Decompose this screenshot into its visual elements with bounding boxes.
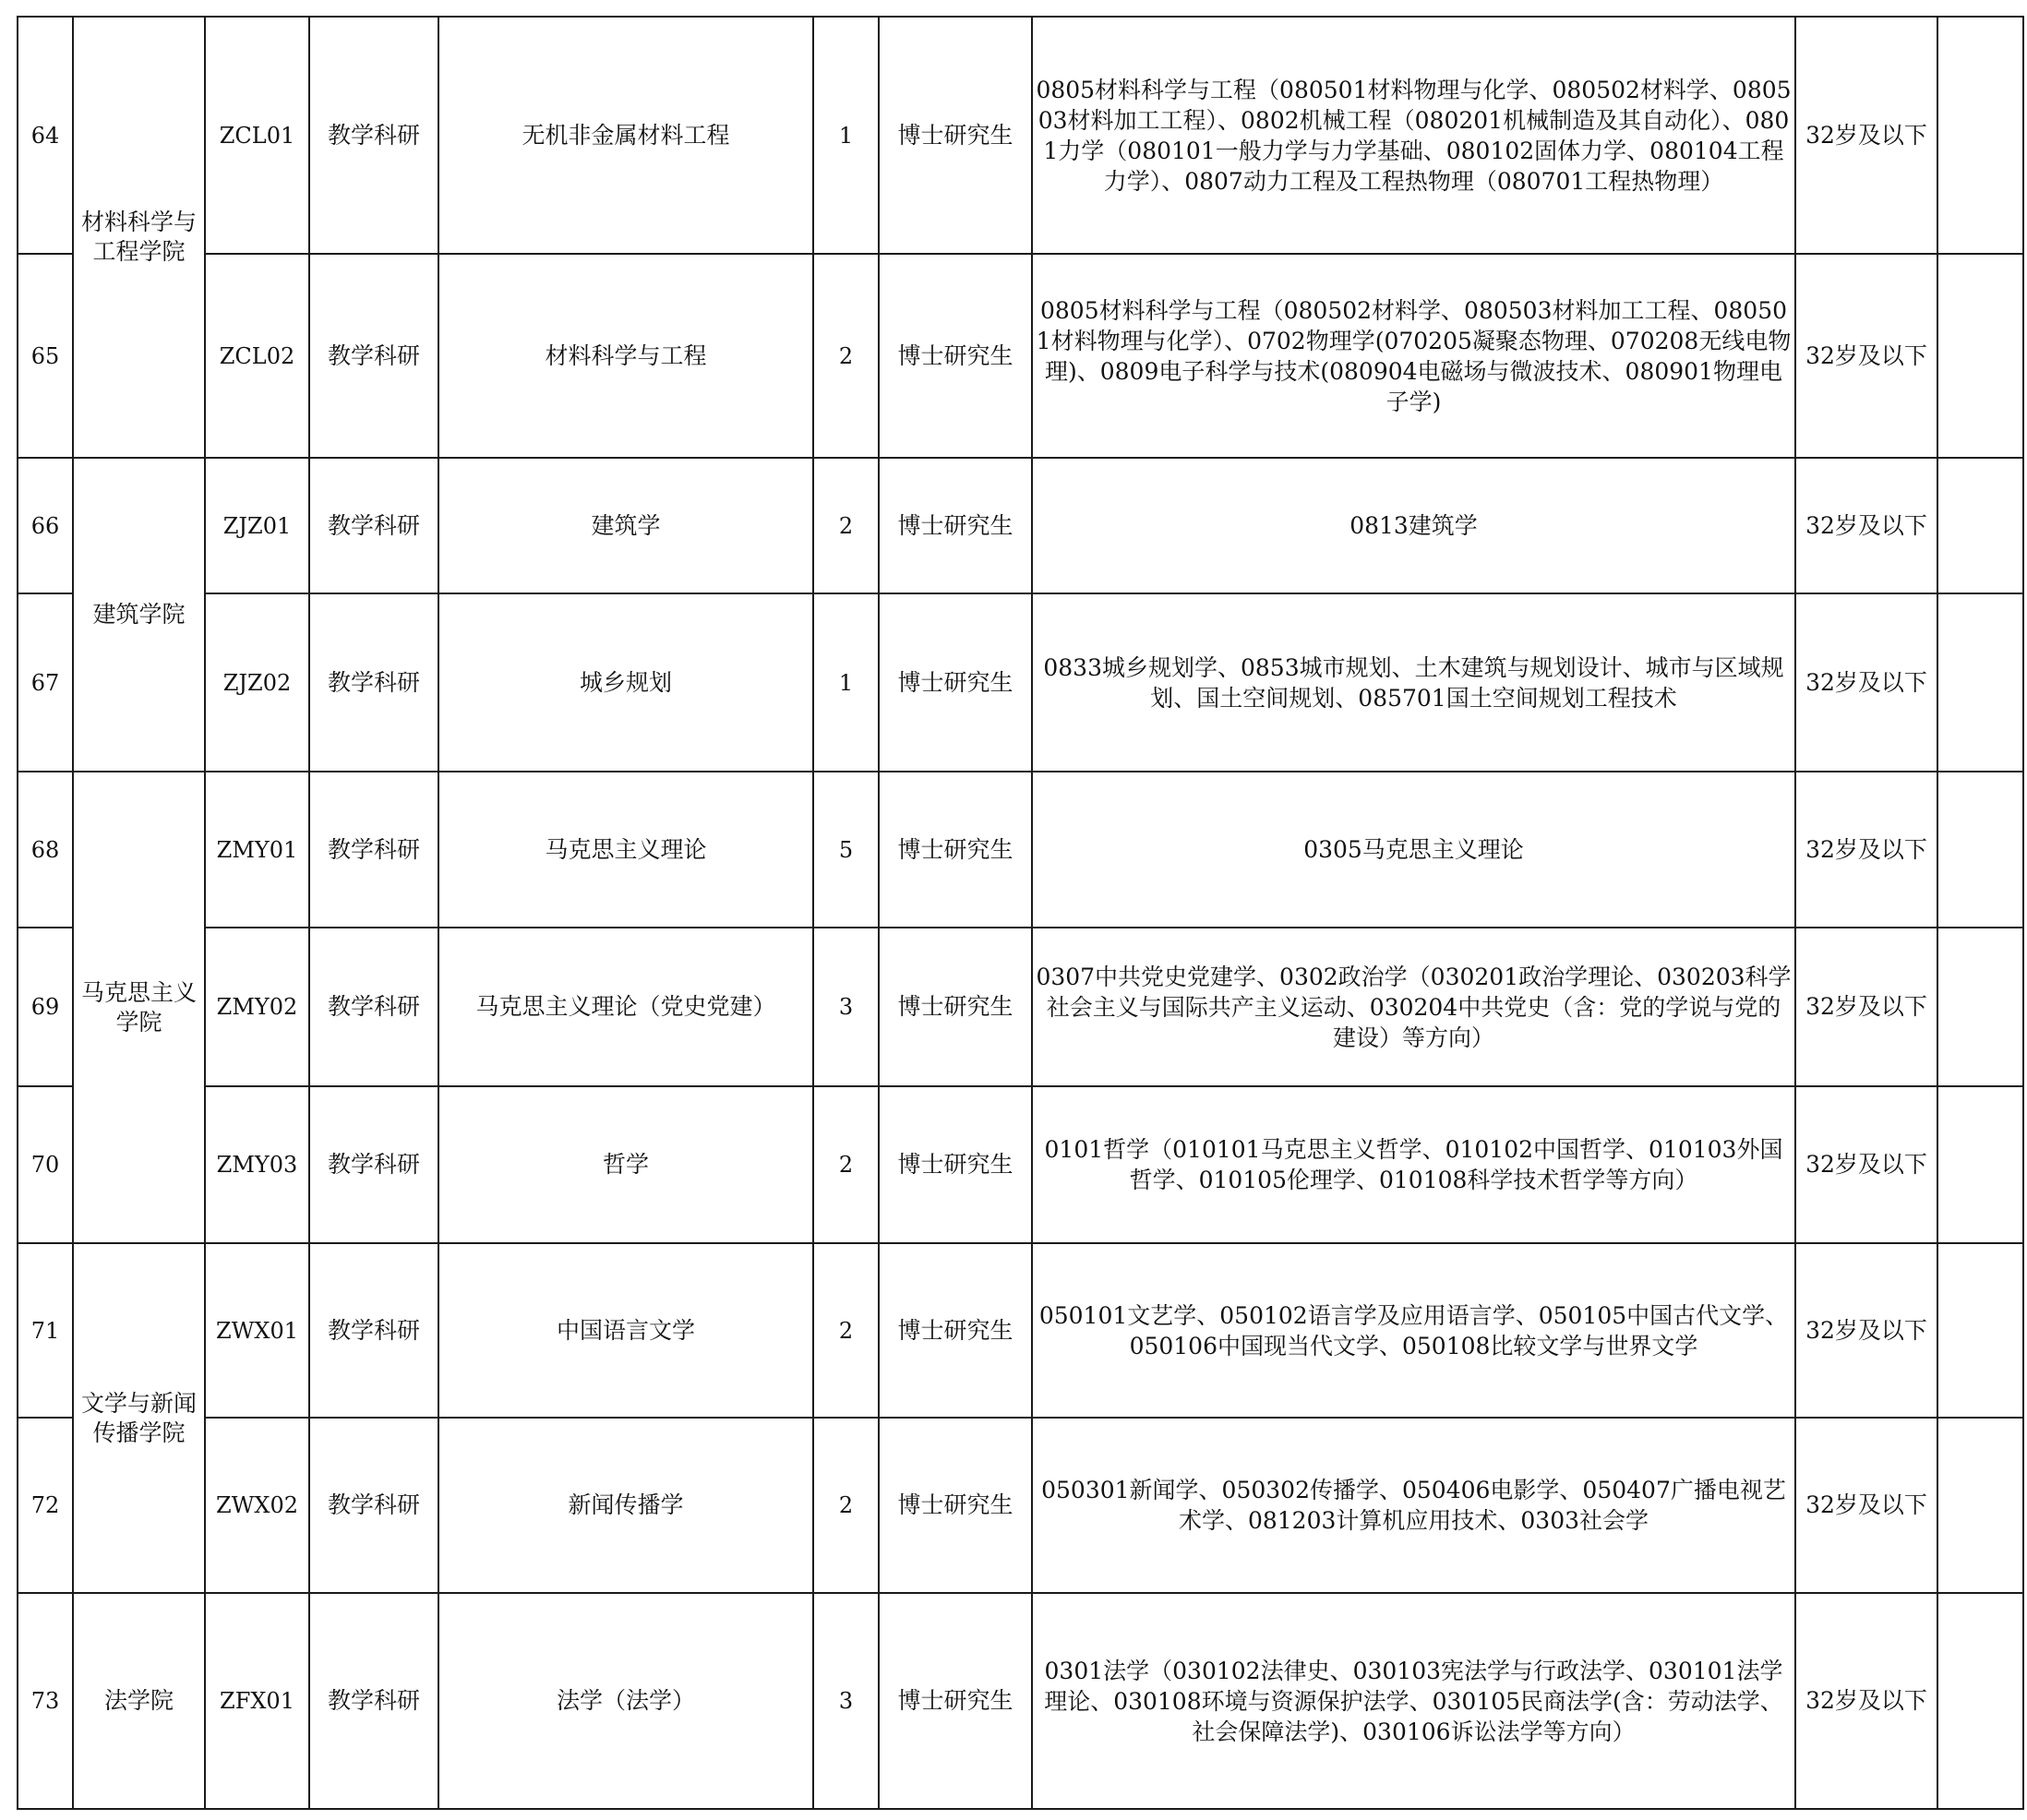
- remark-cell: [1937, 772, 2023, 928]
- college-cell: 文学与新闻传播学院: [73, 1243, 205, 1593]
- degree-cell: 博士研究生: [879, 772, 1032, 928]
- post-category-cell: 教学科研: [309, 254, 438, 458]
- seq-cell: 66: [18, 458, 73, 593]
- age-cell: 32岁及以下: [1795, 928, 1937, 1086]
- remark-cell: [1937, 1086, 2023, 1243]
- age-cell: 32岁及以下: [1795, 593, 1937, 772]
- discipline-cell: 马克思主义理论: [438, 772, 813, 928]
- age-cell: 32岁及以下: [1795, 1593, 1937, 1809]
- headcount-cell: 1: [813, 593, 879, 772]
- headcount-cell: 3: [813, 1593, 879, 1809]
- headcount-cell: 2: [813, 458, 879, 593]
- post-category-cell: 教学科研: [309, 458, 438, 593]
- seq-cell: 68: [18, 772, 73, 928]
- post-category-cell: 教学科研: [309, 1593, 438, 1809]
- post-code-cell: ZWX01: [205, 1243, 309, 1418]
- post-category-cell: 教学科研: [309, 1086, 438, 1243]
- discipline-cell: 材料科学与工程: [438, 254, 813, 458]
- age-cell: 32岁及以下: [1795, 254, 1937, 458]
- college-cell: 马克思主义学院: [73, 772, 205, 1243]
- remark-cell: [1937, 593, 2023, 772]
- table-row: [18, 254, 2023, 458]
- degree-cell: 博士研究生: [879, 1593, 1032, 1809]
- college-cell: 法学院: [73, 1593, 205, 1809]
- discipline-cell: 建筑学: [438, 458, 813, 593]
- post-code-cell: ZCL02: [205, 254, 309, 458]
- degree-cell: 博士研究生: [879, 1086, 1032, 1243]
- seq-cell: 70: [18, 1086, 73, 1243]
- seq-cell: 65: [18, 254, 73, 458]
- seq-cell: 72: [18, 1418, 73, 1593]
- headcount-cell: 2: [813, 254, 879, 458]
- age-cell: 32岁及以下: [1795, 458, 1937, 593]
- post-code-cell: ZFX01: [205, 1593, 309, 1809]
- seq-cell: 64: [18, 17, 73, 254]
- post-code-cell: ZCL01: [205, 17, 309, 254]
- degree-cell: 博士研究生: [879, 928, 1032, 1086]
- headcount-cell: 3: [813, 928, 879, 1086]
- majors-cell: 0101哲学（010101马克思主义哲学、010102中国哲学、010103外国哲学、010105伦理学、010108科学技术哲学等方向）: [1032, 1086, 1795, 1243]
- majors-cell: 050101文艺学、050102语言学及应用语言学、050105中国古代文学、050106中国现当代文学、050108比较文学与世界文学: [1032, 1243, 1795, 1418]
- degree-cell: 博士研究生: [879, 593, 1032, 772]
- headcount-cell: 2: [813, 1418, 879, 1593]
- discipline-cell: 哲学: [438, 1086, 813, 1243]
- remark-cell: [1937, 1593, 2023, 1809]
- majors-cell: 0805材料科学与工程（080501材料物理与化学、080502材料学、080503材料加工工程）、0802机械工程（080201机械制造及其自动化）、0801力学（080101一般力学与力学基础、080102固体力学、080104工程力学）、0807动力工程及工程热物理（080701工程热物理）: [1032, 17, 1795, 254]
- post-category-cell: 教学科研: [309, 17, 438, 254]
- headcount-cell: 1: [813, 17, 879, 254]
- table-row: [18, 1593, 2023, 1809]
- majors-cell: 0813建筑学: [1032, 458, 1795, 593]
- table-row: [18, 17, 2023, 254]
- headcount-cell: 5: [813, 772, 879, 928]
- discipline-cell: 新闻传播学: [438, 1418, 813, 1593]
- headcount-cell: 2: [813, 1243, 879, 1418]
- discipline-cell: 马克思主义理论（党史党建）: [438, 928, 813, 1086]
- age-cell: 32岁及以下: [1795, 772, 1937, 928]
- seq-cell: 69: [18, 928, 73, 1086]
- post-code-cell: ZJZ01: [205, 458, 309, 593]
- table-row: [18, 928, 2023, 1086]
- degree-cell: 博士研究生: [879, 254, 1032, 458]
- seq-cell: 73: [18, 1593, 73, 1809]
- table-row: [18, 1243, 2023, 1418]
- headcount-cell: 2: [813, 1086, 879, 1243]
- table-row: [18, 593, 2023, 772]
- discipline-cell: 法学（法学）: [438, 1593, 813, 1809]
- age-cell: 32岁及以下: [1795, 1243, 1937, 1418]
- discipline-cell: 城乡规划: [438, 593, 813, 772]
- discipline-cell: 无机非金属材料工程: [438, 17, 813, 254]
- table-row: [18, 1418, 2023, 1593]
- discipline-cell: 中国语言文学: [438, 1243, 813, 1418]
- majors-cell: 0833城乡规划学、0853城市规划、土木建筑与规划设计、城市与区域规划、国土空间规划、085701国土空间规划工程技术: [1032, 593, 1795, 772]
- post-category-cell: 教学科研: [309, 593, 438, 772]
- majors-cell: 0307中共党史党建学、0302政治学（030201政治学理论、030203科学社会主义与国际共产主义运动、030204中共党史（含：党的学说与党的建设）等方向）: [1032, 928, 1795, 1086]
- post-code-cell: ZWX02: [205, 1418, 309, 1593]
- majors-cell: 0805材料科学与工程（080502材料学、080503材料加工工程、080501材料物理与化学）、0702物理学(070205凝聚态物理、070208无线电物理)、0809电子科学与技术(080904电磁场与微波技术、080901物理电子学): [1032, 254, 1795, 458]
- recruitment-table: [17, 16, 2024, 1810]
- degree-cell: 博士研究生: [879, 1418, 1032, 1593]
- remark-cell: [1937, 928, 2023, 1086]
- age-cell: 32岁及以下: [1795, 1418, 1937, 1593]
- post-code-cell: ZMY02: [205, 928, 309, 1086]
- majors-cell: 050301新闻学、050302传播学、050406电影学、050407广播电视艺术学、081203计算机应用技术、0303社会学: [1032, 1418, 1795, 1593]
- majors-cell: 0305马克思主义理论: [1032, 772, 1795, 928]
- post-category-cell: 教学科研: [309, 928, 438, 1086]
- degree-cell: 博士研究生: [879, 17, 1032, 254]
- remark-cell: [1937, 17, 2023, 254]
- remark-cell: [1937, 254, 2023, 458]
- majors-cell: 0301法学（030102法律史、030103宪法学与行政法学、030101法学理论、030108环境与资源保护法学、030105民商法学(含：劳动法学、社会保障法学)、030106诉讼法学等方向）: [1032, 1593, 1795, 1809]
- post-code-cell: ZMY03: [205, 1086, 309, 1243]
- seq-cell: 71: [18, 1243, 73, 1418]
- table-row: [18, 1086, 2023, 1243]
- remark-cell: [1937, 1418, 2023, 1593]
- post-code-cell: ZMY01: [205, 772, 309, 928]
- table-row: [18, 458, 2023, 593]
- college-cell: 建筑学院: [73, 458, 205, 772]
- age-cell: 32岁及以下: [1795, 17, 1937, 254]
- post-category-cell: 教学科研: [309, 1243, 438, 1418]
- post-category-cell: 教学科研: [309, 1418, 438, 1593]
- post-code-cell: ZJZ02: [205, 593, 309, 772]
- remark-cell: [1937, 458, 2023, 593]
- age-cell: 32岁及以下: [1795, 1086, 1937, 1243]
- remark-cell: [1937, 1243, 2023, 1418]
- post-category-cell: 教学科研: [309, 772, 438, 928]
- table-row: [18, 772, 2023, 928]
- college-cell: 材料科学与工程学院: [73, 17, 205, 458]
- seq-cell: 67: [18, 593, 73, 772]
- degree-cell: 博士研究生: [879, 458, 1032, 593]
- degree-cell: 博士研究生: [879, 1243, 1032, 1418]
